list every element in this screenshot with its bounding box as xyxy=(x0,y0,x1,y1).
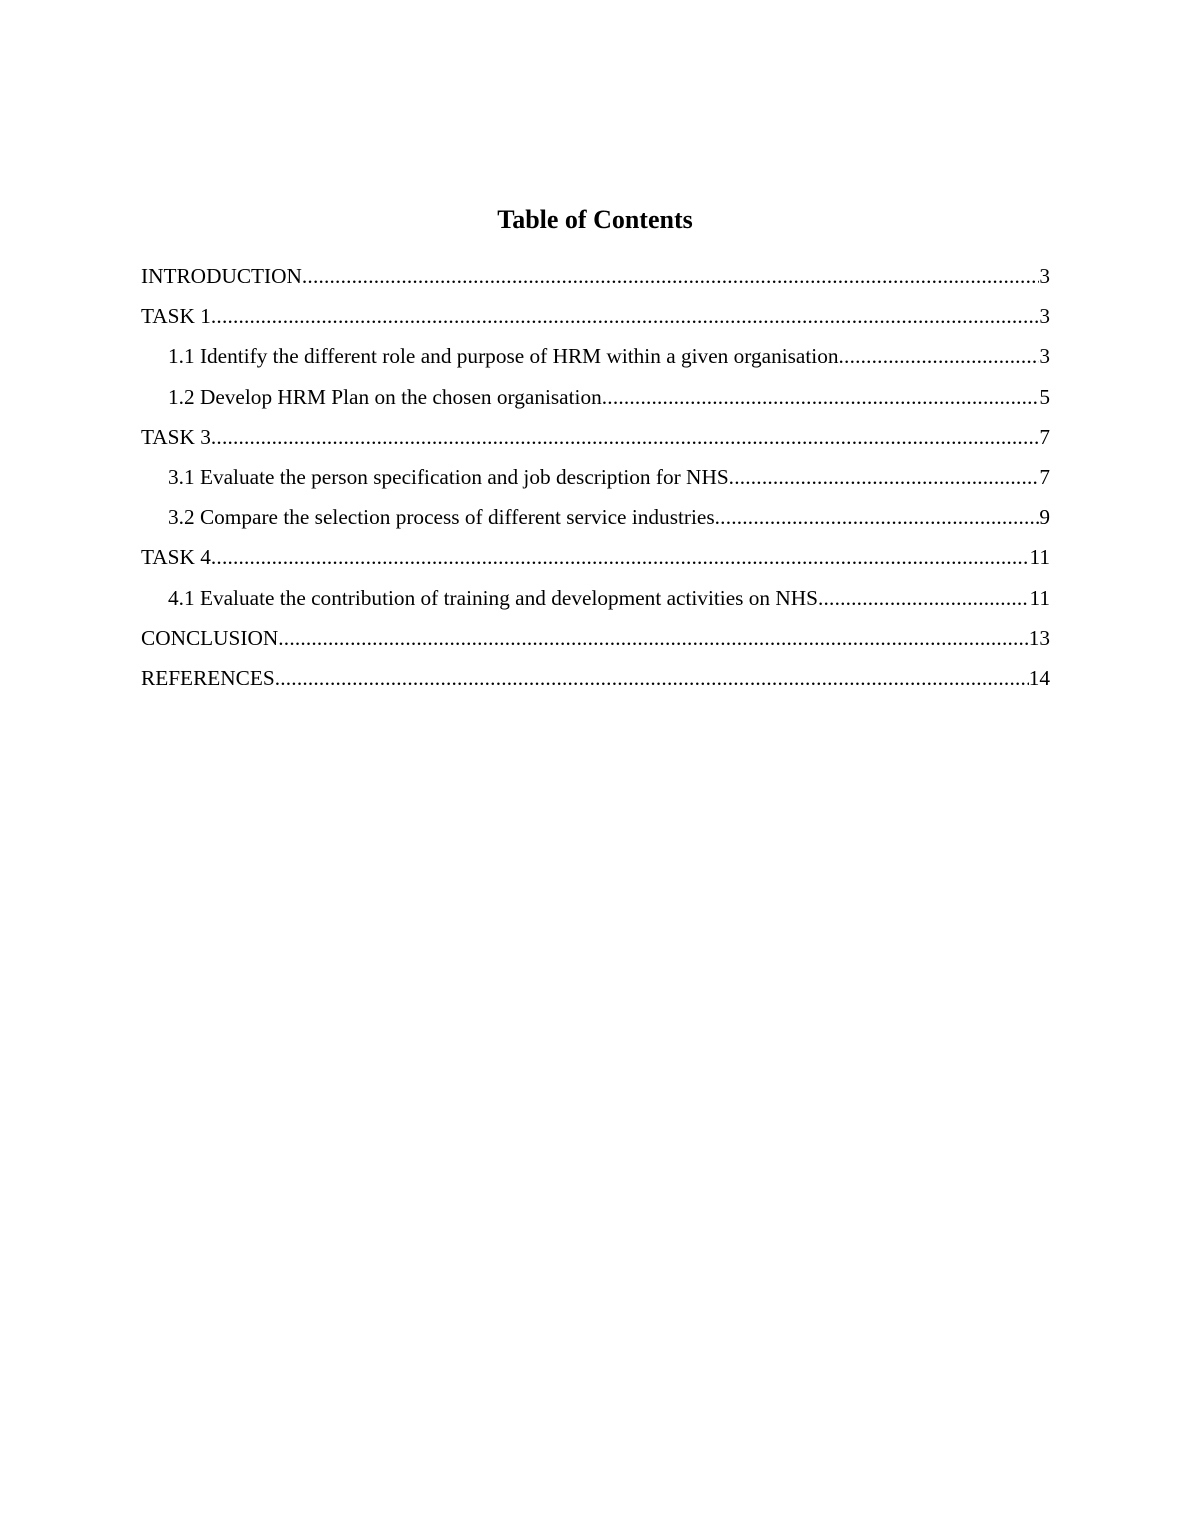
toc-list xyxy=(141,259,1050,701)
toc-dot-leader xyxy=(715,500,1040,534)
toc-dot-leader xyxy=(839,339,1040,373)
toc-page-number: 13 xyxy=(1028,625,1050,650)
toc-entry-references[interactable] xyxy=(141,661,1050,701)
toc-dot-leader xyxy=(602,380,1040,414)
toc-page-number: 14 xyxy=(1028,665,1050,690)
toc-page-number: 3 xyxy=(1039,264,1050,288)
toc-page-number: 11 xyxy=(1029,545,1050,570)
toc-page-number: 9 xyxy=(1039,505,1050,530)
toc-dot-leader xyxy=(818,581,1029,615)
toc-entry-task-1[interactable] xyxy=(141,299,1050,339)
toc-page-number: 3 xyxy=(1039,304,1050,329)
toc-entry-label: 4.1 Evaluate the contribution of training and development activities on NHS xyxy=(168,585,818,610)
toc-entry-label: 1.2 Develop HRM Plan on the chosen organisation xyxy=(168,384,602,409)
toc-page-number: 3 xyxy=(1039,344,1050,369)
toc-entry-label: 3.1 Evaluate the person specification and job description for NHS xyxy=(168,464,729,489)
toc-entry-label: TASK 3 xyxy=(141,424,211,449)
toc-page-number: 5 xyxy=(1039,384,1050,409)
toc-dot-leader xyxy=(302,259,1039,293)
toc-title: Table of Contents xyxy=(497,205,693,234)
toc-entry-label: REFERENCES xyxy=(141,665,275,690)
toc-page-number: 7 xyxy=(1039,464,1050,489)
toc-entry-3-2[interactable] xyxy=(141,500,1050,540)
toc-dot-leader xyxy=(211,540,1030,574)
toc-dot-leader xyxy=(211,299,1039,333)
toc-entry-1-2[interactable] xyxy=(141,380,1050,420)
toc-entry-1-1[interactable] xyxy=(141,339,1050,379)
toc-dot-leader xyxy=(275,661,1029,695)
toc-entry-label: TASK 4 xyxy=(141,545,211,570)
toc-entry-label: TASK 1 xyxy=(141,304,211,329)
toc-entry-label: 3.2 Compare the selection process of different service industries xyxy=(168,505,715,530)
toc-entry-conclusion[interactable] xyxy=(141,621,1050,661)
toc-dot-leader xyxy=(211,420,1039,454)
toc-page-number: 7 xyxy=(1039,424,1050,449)
toc-entry-label: 1.1 Identify the different role and purpose of HRM within a given organisation xyxy=(168,344,839,369)
toc-page-number: 11 xyxy=(1029,585,1050,610)
toc-dot-leader xyxy=(729,460,1040,494)
toc-dot-leader xyxy=(278,621,1028,655)
toc-entry-task-4[interactable] xyxy=(141,540,1050,580)
toc-entry-label: CONCLUSION xyxy=(141,625,279,650)
toc-entry-task-3[interactable] xyxy=(141,420,1050,460)
toc-entry-4-1[interactable] xyxy=(141,581,1050,621)
toc-entry-3-1[interactable] xyxy=(141,460,1050,500)
toc-entry-label: INTRODUCTION xyxy=(141,264,302,288)
toc-entry-introduction[interactable] xyxy=(141,259,1050,299)
